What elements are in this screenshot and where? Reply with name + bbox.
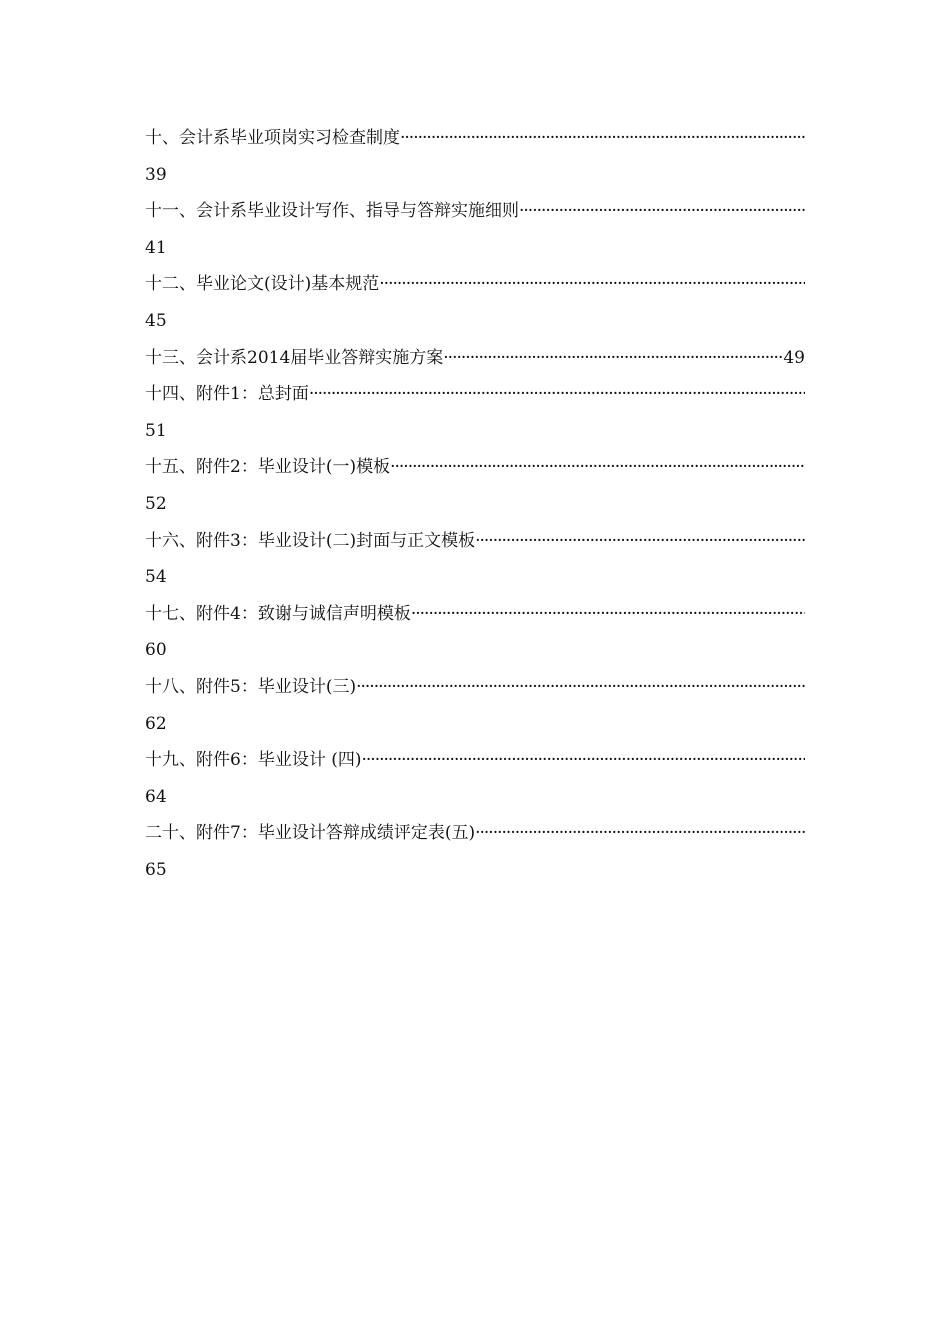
toc-entry: [145, 596, 805, 669]
toc-entry: [145, 193, 805, 266]
toc-entry: [145, 376, 805, 449]
toc-entry-title: 十七、附件4：致谢与诚信声明模板: [145, 603, 411, 624]
toc-entry-page: 51: [145, 420, 167, 441]
toc-entry: [145, 523, 805, 596]
toc-dot-leader: [475, 523, 805, 560]
toc-entry-line: [145, 449, 805, 486]
toc-entry-title: 十一、会计系毕业设计写作、指导与答辩实施细则: [145, 201, 519, 222]
toc-entry-title: 十九、附件6：毕业设计 (四): [145, 750, 362, 771]
toc-entry-line: [145, 596, 805, 633]
toc-entry-title: 十五、附件2：毕业设计(一)模板: [145, 457, 391, 478]
toc-dot-leader: [519, 193, 805, 230]
toc-entry-page: 39: [145, 164, 167, 185]
toc-entry-page: 65: [145, 859, 167, 880]
toc-entry-title: 十八、附件5：毕业设计(三): [145, 676, 357, 697]
toc-entry: [145, 340, 805, 377]
toc-entry-line: [145, 742, 805, 779]
toc-dot-leader: [356, 669, 805, 706]
toc-entry-title: 十二、毕业论文(设计)基本规范: [145, 274, 380, 295]
toc-entry-page: 62: [145, 713, 167, 734]
toc-entry-line: [145, 340, 805, 377]
toc-entry-page: 41: [145, 237, 167, 258]
toc-entry: [145, 120, 805, 193]
toc-entry-line: [145, 669, 805, 706]
toc-dot-leader: [443, 340, 783, 377]
toc-dot-leader: [411, 596, 805, 633]
toc-entry: [145, 449, 805, 522]
toc-dot-leader: [309, 376, 805, 413]
toc-entry-page: 60: [145, 640, 167, 661]
toc-entry-title: 十、会计系毕业项岗实习检查制度: [145, 128, 400, 148]
toc-entry: [145, 266, 805, 339]
toc-entry-title: 十四、附件1：总封面: [145, 384, 309, 405]
toc-entry-line: [145, 193, 805, 230]
toc-entry-title: 二十、附件7：毕业设计答辩成绩评定表(五): [145, 823, 476, 844]
toc-entry-line: [145, 266, 805, 303]
toc-entry: [145, 742, 805, 815]
toc-entry: [145, 815, 805, 888]
toc-entry-line: [145, 376, 805, 413]
toc-dot-leader: [390, 449, 805, 486]
toc-entry-line: [145, 120, 805, 157]
toc-entry-page: 49: [783, 347, 805, 368]
toc-dot-leader: [379, 266, 805, 303]
toc-entry-page: 64: [145, 786, 167, 807]
toc-entry-title: 十六、附件3：毕业设计(二)封面与正文模板: [145, 530, 476, 551]
toc-entry-line: [145, 815, 805, 852]
toc-dot-leader: [475, 815, 805, 852]
table-of-contents: [145, 120, 805, 888]
toc-entry-page: 45: [145, 310, 167, 331]
toc-entry-title: 十三、会计系2014届毕业答辩实施方案: [145, 347, 444, 368]
toc-dot-leader: [400, 120, 805, 157]
toc-entry-line: [145, 523, 805, 560]
toc-entry: [145, 669, 805, 742]
toc-entry-page: 52: [145, 493, 167, 514]
toc-dot-leader: [361, 742, 805, 779]
toc-entry-page: 54: [145, 567, 167, 588]
